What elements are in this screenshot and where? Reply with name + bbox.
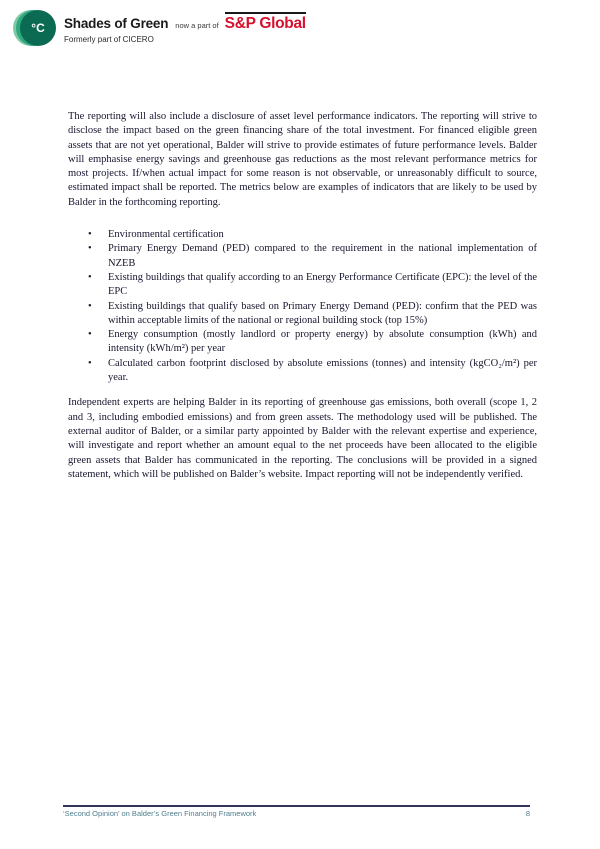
- now-a-part-of-label: now a part of: [175, 21, 219, 30]
- bullet-marker: •: [88, 243, 92, 255]
- document-body: [68, 110, 537, 482]
- brand-line: [64, 12, 306, 33]
- bullet-marker: •: [88, 300, 92, 312]
- bullet-text: Primary Energy Demand (PED) compared to the requirement in the national implementation of NZEB: [108, 243, 537, 269]
- sp-global-logo: S&P Global: [225, 12, 306, 33]
- bullet-text: Calculated carbon footprint disclosed by absolute emissions (tonnes) and intensity (kgCO₂/m²) per year.: [108, 357, 537, 384]
- list-item: [68, 242, 537, 271]
- bullet-marker: •: [88, 229, 92, 241]
- bullet-marker: •: [88, 329, 92, 341]
- page-footer: [63, 809, 530, 818]
- shades-of-green-logo: [13, 9, 57, 47]
- bullet-text: Environmental certification: [108, 229, 224, 241]
- bullet-text: Existing buildings that qualify according to an Energy Performance Certificate (EPC): the level of the EPC: [108, 271, 537, 298]
- brand-name: Shades of Green: [64, 16, 169, 31]
- bullet-text: Energy consumption (mostly landlord or property energy) by absolute consumption (kWh) and intensity (kWh/m²) per year: [108, 329, 537, 355]
- logo-degc-text: °C: [31, 21, 45, 35]
- bullet-marker: •: [88, 357, 92, 369]
- indicator-bullet-list: [68, 228, 537, 385]
- footer-divider: [63, 805, 530, 807]
- bullet-marker: •: [88, 271, 92, 283]
- footer-page-number: 8: [525, 809, 530, 818]
- page-header: [13, 9, 306, 47]
- degree-celsius-icon: [20, 10, 56, 46]
- list-item: [68, 357, 537, 386]
- brand-block: [64, 9, 306, 44]
- paragraph-reporting-indicators: The reporting will also include a disclosure of asset level performance indicators. The reporting will strive to disclose the impact based on the green financing share of the total investment. For financed eligible green assets that are not yet operational, Balder will strive to provide estimates of future performance levels. Balder will emphasise energy savings and greenhouse gas reductions as the most relevant performance metrics for most projects. If/when actual impact for some reason is not observable, or unreasonably difficult to source, estimated impact shall be reported. The metrics below are examples of indicators that are likely to be used by Balder in the forthcoming reporting.: [68, 111, 537, 208]
- list-item: [68, 328, 537, 357]
- list-item: [68, 300, 537, 329]
- formerly-cicero-label: Formerly part of CICERO: [64, 35, 154, 44]
- bullet-text: Existing buildings that qualify based on Primary Energy Demand (PED): confirm that the PED was within acceptable limits of the national or regional building stock (top 15%): [108, 300, 537, 326]
- footer-document-title: ‘Second Opinion’ on Balder’s Green Financing Framework: [63, 809, 257, 818]
- paragraph-independent-experts: Independent experts are helping Balder in its reporting of greenhouse gas emissions, both overall (scope 1, 2 and 3, including embodied emissions) and from green assets. The methodology used will be published. The external auditor of Balder, or a similar party appointed by Balder with the relevant expertise and experience, will investigate and report whether an amount equal to the net proceeds have been allocated to the eligible green assets that Balder has communicated in the reporting. The conclusions will be provided in a signed statement, which will be published on Balder’s website. Impact reporting will not be independently verified.: [68, 397, 537, 480]
- list-item: [68, 228, 537, 242]
- list-item: [68, 271, 537, 300]
